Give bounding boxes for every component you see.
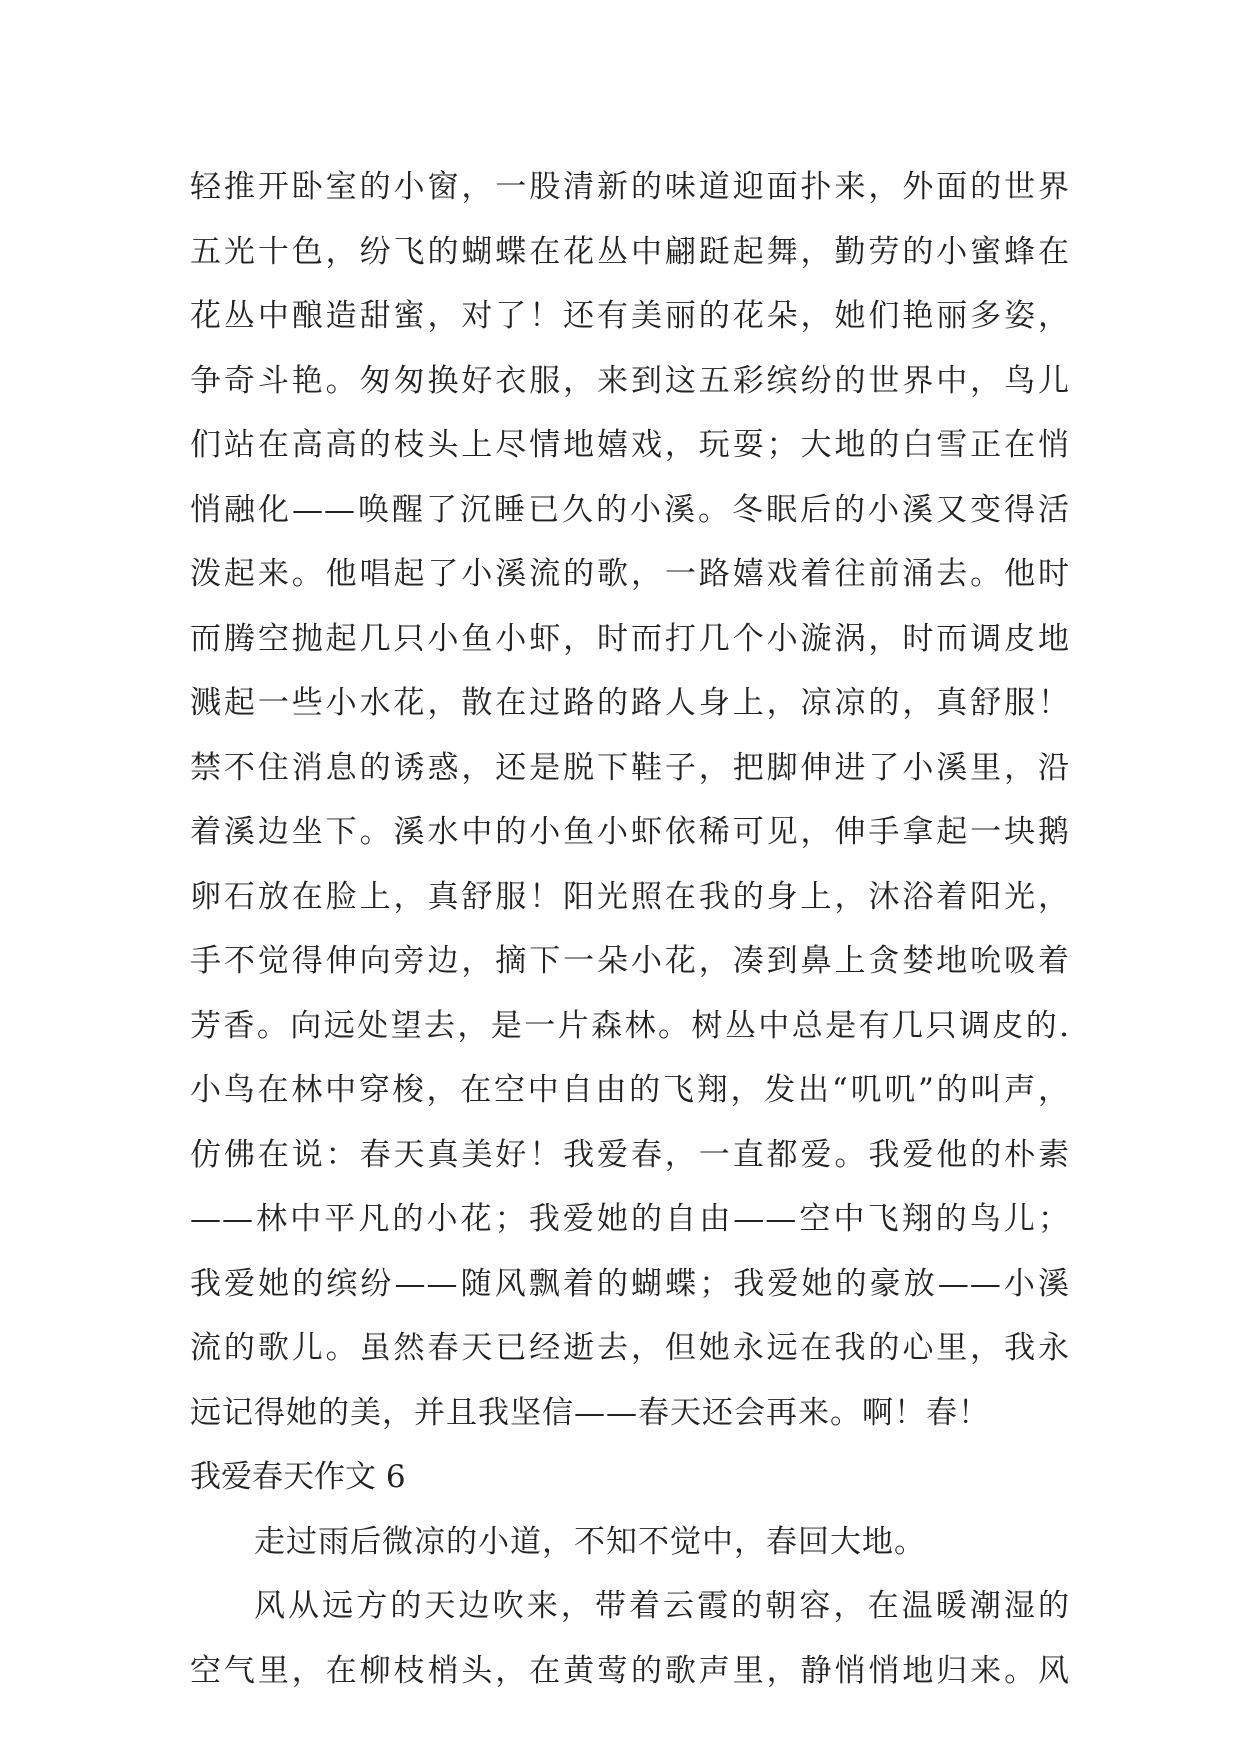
text-line: 悄融化——唤醒了沉睡已久的小溪。冬眠后的小溪又变得活 <box>190 491 1070 528</box>
text-line: 芳香。向远处望去，是一片森林。树丛中总是有几只调皮的. <box>190 1007 1070 1044</box>
text-line: 小鸟在林中穿梭，在空中自由的飞翔，发出“叽叽”的叫声， <box>190 1072 1070 1108</box>
text-line: 卵石放在脸上，真舒服！阳光照在我的身上，沐浴着阳光， <box>190 878 1070 915</box>
text-line: 花丛中酿造甜蜜，对了！还有美丽的花朵，她们艳丽多姿， <box>190 298 1070 334</box>
text-line: 风从远方的天边吹来，带着云霞的朝容，在温暖潮湿的 <box>254 1588 1070 1624</box>
text-line: 仿佛在说：春天真美好！我爱春，一直都爱。我爱他的朴素 <box>190 1136 1070 1173</box>
paragraph-3 <box>190 1574 1070 1703</box>
text-line: 争奇斗艳。匆匆换好衣服，来到这五彩缤纷的世界中，鸟儿 <box>190 362 1070 399</box>
text-line: 空气里，在柳枝梢头，在黄莺的歌声里，静悄悄地归来。风 <box>190 1652 1070 1689</box>
text-line: 轻推开卧室的小窗，一股清新的味道迎面扑来，外面的世界 <box>190 169 1070 205</box>
text-line: 五光十色，纷飞的蝴蝶在花丛中翩跹起舞，勤劳的小蜜蜂在 <box>190 233 1070 270</box>
document-body <box>190 155 1070 1703</box>
text-line: 们站在高高的枝头上尽情地嬉戏，玩耍；大地的白雪正在悄 <box>190 427 1070 463</box>
text-line: 走过雨后微凉的小道，不知不觉中，春回大地。 <box>254 1523 926 1560</box>
text-line: ——林中平凡的小花；我爱她的自由——空中飞翔的鸟儿； <box>190 1201 1070 1237</box>
text-line: 手不觉得伸向旁边，摘下一朵小花，凑到鼻上贪婪地吮吸着 <box>190 943 1070 979</box>
paragraph-1 <box>190 155 1070 1445</box>
text-line: 泼起来。他唱起了小溪流的歌，一路嬉戏着往前涌去。他时 <box>190 556 1070 592</box>
text-line: 而腾空抛起几只小鱼小虾，时而打几个小漩涡，时而调皮地 <box>190 620 1070 657</box>
text-line: 溅起一些小水花，散在过路的路人身上，凉凉的，真舒服！ <box>190 685 1070 721</box>
section-heading: 我爱春天作文 6 <box>190 1459 406 1495</box>
text-line: 我爱她的缤纷——随风飘着的蝴蝶；我爱她的豪放——小溪 <box>190 1265 1070 1302</box>
text-line: 着溪边坐下。溪水中的小鱼小虾依稀可见，伸手拿起一块鹅 <box>190 814 1070 850</box>
text-line: 流的歌儿。虽然春天已经逝去，但她永远在我的心里，我永 <box>190 1330 1070 1366</box>
text-line: 远记得她的美，并且我坚信——春天还会再来。啊！春！ <box>190 1394 990 1431</box>
paragraph-2 <box>190 1510 1070 1575</box>
text-line: 禁不住消息的诱惑，还是脱下鞋子，把脚伸进了小溪里，沿 <box>190 749 1070 786</box>
